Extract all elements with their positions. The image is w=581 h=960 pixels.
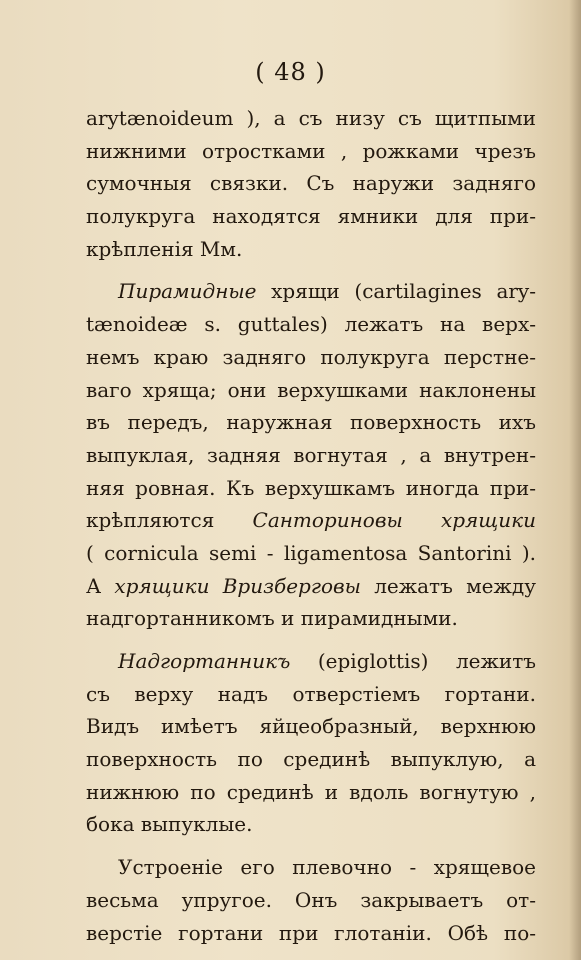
text-line [86, 275, 536, 308]
text-segment: выпуклая, задняя вогнутая , а внутрен- [86, 442, 536, 467]
text-line [86, 776, 536, 809]
text-line [86, 504, 536, 537]
text-segment: бока выпуклые. [86, 812, 253, 837]
text-line [86, 884, 536, 917]
text-line [86, 233, 536, 266]
text-line [86, 851, 536, 884]
text-line [86, 743, 536, 776]
text-line [86, 200, 536, 233]
text-segment: надгортанникомъ и пирамидными. [86, 606, 458, 631]
text-line [86, 537, 536, 570]
text-line [86, 678, 536, 711]
text-segment: лежатъ между [360, 573, 536, 598]
text-segment: сумочныя связки. Съ наружи задняго [86, 171, 536, 196]
text-segment: нижними отростками , рожками чрезъ [86, 138, 536, 163]
text-segment: Устроеніе его плевочно - хрящевое [118, 855, 536, 880]
text-segment: ваго хряща; они верхушками наклонены [86, 377, 536, 402]
text-segment: верстіе гортани при глотаніи. Обѣ по- [86, 920, 536, 945]
text-line [86, 341, 536, 374]
text-segment: весьма упругое. Онъ закрываетъ от- [86, 887, 536, 912]
text-segment: полукруга находятся ямники для при- [86, 204, 536, 229]
text-line [86, 102, 536, 135]
text-segment: (epiglottis) лежитъ [290, 649, 536, 673]
text-line [86, 374, 536, 407]
text-segment: немъ краю задняго полукруга перстне- [86, 344, 536, 369]
text-segment: А [86, 573, 115, 598]
text-segment: поверхность по срединѣ выпуклую, а [86, 747, 536, 772]
text-line [86, 135, 536, 168]
text-segment: въ передъ, наружная поверхность ихъ [86, 410, 536, 435]
text-line [86, 710, 536, 743]
text-segment: съ верху надъ отверстіемъ гортани. [86, 681, 536, 706]
italic-term: Пирамидные [118, 279, 257, 304]
text-line [86, 439, 536, 472]
italic-term: Надгортанникъ [118, 649, 291, 673]
text-line [86, 308, 536, 341]
text-line [86, 917, 536, 950]
italic-term: хрящики Вризберговы [114, 573, 361, 598]
text-line [86, 472, 536, 505]
text-segment: ( cornicula semi - ligamentosa Santorini ). [86, 540, 536, 565]
text-segment: няя ровная. Къ верхушкамъ иногда при- [86, 475, 536, 500]
text-segment: arytænoideum ), а съ низу съ щитпыми [86, 106, 536, 130]
text-line [86, 570, 536, 603]
text-line [86, 645, 536, 678]
text-line [86, 602, 536, 635]
text-segment: tænoideæ s. guttales) лежатъ на верх- [86, 312, 536, 337]
text-line [86, 406, 536, 439]
page-number: ( 48 ) [255, 58, 326, 86]
text-segment: крѣпляются [86, 508, 253, 533]
page-edge-shadow [569, 0, 581, 960]
text-line [86, 808, 536, 841]
body-text [86, 102, 536, 949]
text-line [86, 167, 536, 200]
text-segment: крѣпленія Мм. [86, 236, 243, 261]
italic-term: Санториновы хрящики [252, 508, 536, 533]
text-segment: Видъ имѣетъ яйцеобразный, верхнюю [86, 714, 536, 739]
text-segment: нижнюю по срединѣ и вдоль вогнутую , [86, 779, 536, 804]
text-segment: хрящи (cartilagines ary- [256, 279, 536, 304]
